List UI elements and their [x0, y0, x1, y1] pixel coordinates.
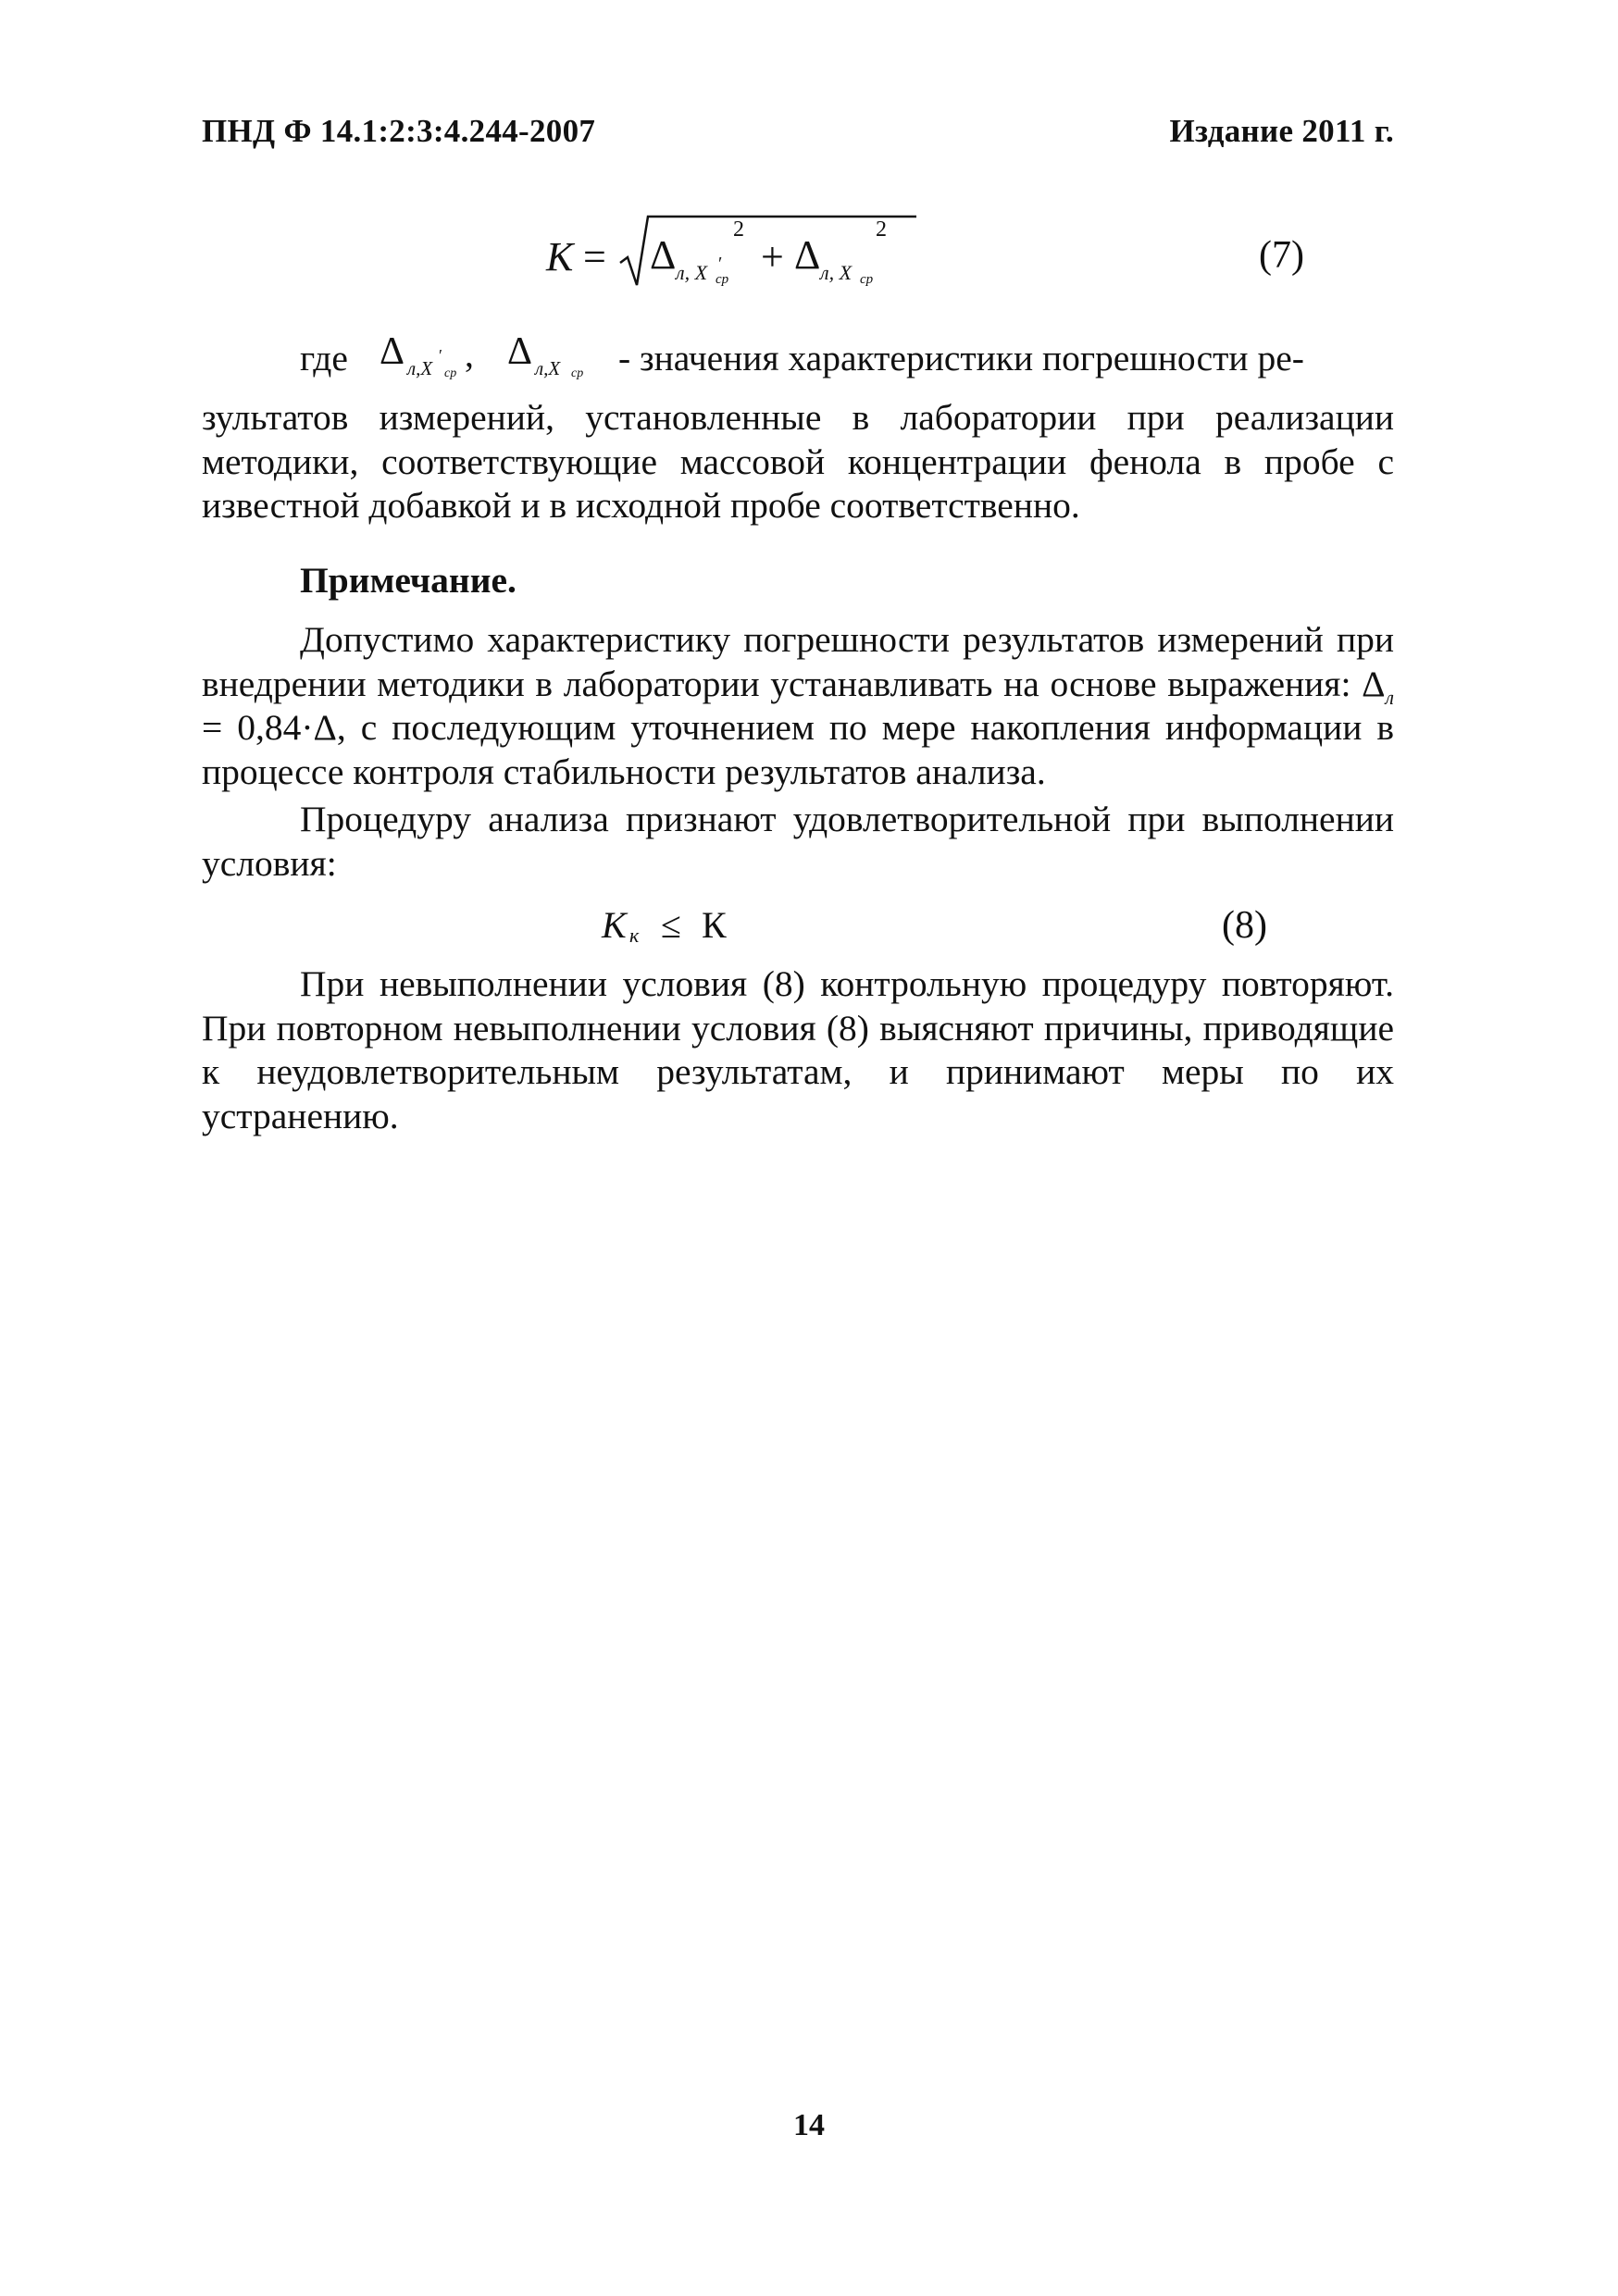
where-sub-2b: ср: [571, 366, 584, 380]
formula-8-number: (8): [1222, 904, 1267, 947]
paragraph-1: зультатов измерений, установленные в лаборатории при реализации методики, соответствующие массовой концентрации фенола в пробе с известной добавкой и в исходной пробе соответственно.: [202, 397, 1394, 526]
where-rest: - значения характеристики погрешности ре-: [618, 338, 1304, 379]
paragraph-3: Процедуру анализа признают удовлетворительной при выполнении условия:: [202, 799, 1394, 884]
where-word: где: [300, 338, 348, 379]
where-comma: ,: [465, 334, 474, 375]
formula-8: [602, 903, 787, 959]
page-number: 14: [793, 2108, 825, 2142]
where-line: [202, 329, 1394, 385]
paragraph-2: [202, 618, 1394, 794]
where-delta-2: Δ: [507, 330, 533, 373]
where-sub-1: л,X: [407, 357, 433, 379]
where-delta-1: Δ: [380, 330, 405, 373]
formula-7-sub-1: л, X: [676, 261, 708, 284]
where-sub-2: л,X: [535, 357, 561, 379]
paragraph-2-a: Допустимо характеристику погрешности результатов измерений при внедрении методики в лаборатории устанавливать на основе выражения: Δ: [202, 619, 1394, 704]
formula-7-delta-1: Δ: [650, 232, 677, 278]
formula-7-exp-1: 2: [733, 217, 744, 242]
formula-7-plus: +: [761, 234, 784, 279]
formula-7-subsub-1: ср: [716, 272, 729, 287]
paragraph-4: При невыполнении условия (8) контрольную процедуру повторяют. При повторном невыполнении условия (8) выясняют причины, приводящие к неудовлетворительным результатам, и принимают меры по их устранению.: [202, 963, 1394, 1136]
formula-7-delta-2: Δ: [794, 232, 821, 278]
formula-8-operator: ≤: [661, 904, 681, 946]
note-title: Примечание.: [300, 560, 517, 601]
formula-8-lhs-sub: к: [629, 924, 640, 947]
formula-7-number: (7): [1259, 234, 1304, 277]
formula-8-lhs: K: [602, 904, 627, 946]
formula-7-prime: ′: [718, 254, 723, 274]
where-prime: ′: [439, 346, 442, 365]
formula-7: [546, 205, 935, 289]
formula-7-subsub-2: ср: [860, 272, 874, 287]
document-code: ПНД Ф 14.1:2:3:4.244-2007: [202, 113, 596, 149]
where-sub-1b: ср: [444, 366, 457, 380]
formula-7-equals: =: [583, 234, 606, 279]
formula-7-sub-2: л, X: [820, 261, 853, 284]
formula-8-rhs: К: [702, 904, 727, 946]
paragraph-2-b: = 0,84·Δ, с последующим уточнением по мере накопления информации в процессе контроля стабильности результатов анализа.: [202, 707, 1394, 792]
formula-7-exp-2: 2: [876, 217, 887, 242]
formula-7-lhs: K: [546, 234, 574, 279]
edition-label: Издание 2011 г.: [1169, 113, 1394, 149]
paragraph-2-sub: л: [1385, 686, 1394, 709]
